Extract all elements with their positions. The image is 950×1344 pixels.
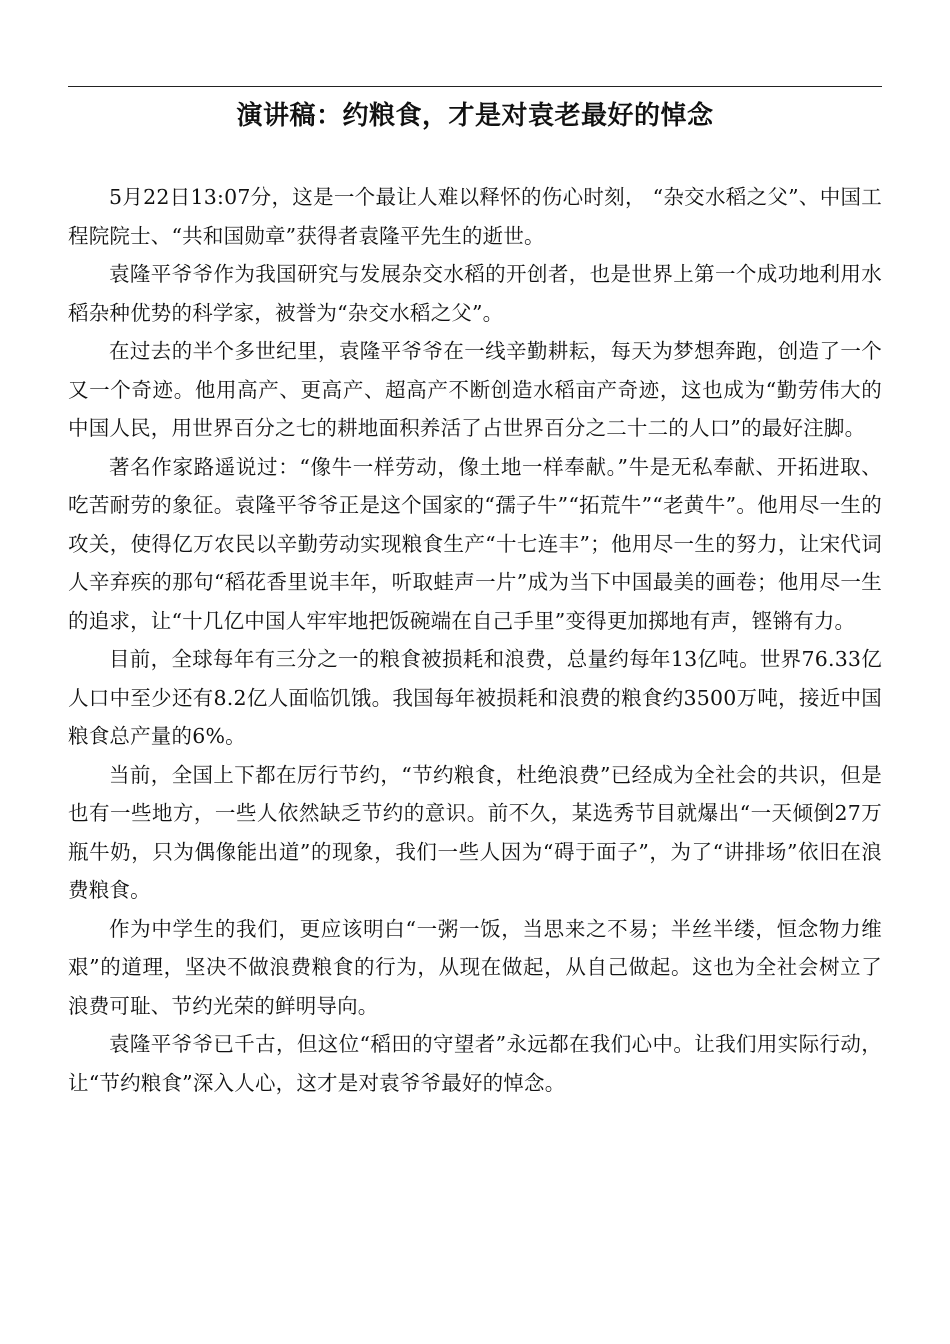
paragraph-5: 目前，全球每年有三分之一的粮食被损耗和浪费，总量约每年13亿吨。世界76.33亿人口中至少还有8.2亿人面临饥饿。我国每年被损耗和浪费的粮食约3500万吨，接近中国粮食总产量的6%。: [68, 647, 882, 748]
paragraph-3: 在过去的半个多世纪里，袁隆平爷爷在一线辛勤耕耘，每天为梦想奔跑，创造了一个又一个奇迹。他用高产、更高产、超高产不断创造水稻亩产奇迹，这也成为“勤劳伟大的中国人民，用世界百分之七的耕地面积养活了占世界百分之二十二的人口”的最好注脚。: [68, 339, 882, 440]
paragraph-4: 著名作家路遥说过：“像牛一样劳动，像土地一样奉献。”牛是无私奉献、开拓进取、吃苦耐劳的象征。袁隆平爷爷正是这个国家的“孺子牛”“拓荒牛”“老黄牛”。他用尽一生的攻关，使得亿万农民以辛勤劳动实现粮食生产“十七连丰”；他用尽一生的努力，让宋代词人辛弃疾的那句“稻花香里说丰年，听取蛙声一片”成为当下中国最美的画卷；他用尽一生的追求，让“十几亿中国人牢牢地把饭碗端在自己手里”变得更加掷地有声，铿锵有力。: [68, 454, 882, 633]
paragraph-6: 当前，全国上下都在厉行节约，“节约粮食，杜绝浪费”已经成为全社会的共识，但是也有一些地方，一些人依然缺乏节约的意识。前不久，某选秀节目就爆出“一天倾倒27万瓶牛奶，只为偶像能出道”的现象，我们一些人因为“碍于面子”，为了“讲排场”依旧在浪费粮食。: [68, 762, 882, 902]
paragraph-7: 作为中学生的我们，更应该明白“一粥一饭，当思来之不易；半丝半缕，恒念物力维艰”的道理，坚决不做浪费粮食的行为，从现在做起，从自己做起。这也为全社会树立了浪费可耻、节约光荣的鲜明导向。: [68, 916, 882, 1018]
paragraph-8: 袁隆平爷爷已千古，但这位“稻田的守望者”永远都在我们心中。让我们用实际行动，让“节约粮食”深入人心，这才是对袁爷爷最好的悼念。: [68, 1032, 882, 1095]
paragraph-1: 5月22日13:07分，这是一个最让人难以释怀的伤心时刻， “杂交水稻之父”、中国工程院院士、“共和国勋章”获得者袁隆平先生的逝世。: [68, 185, 882, 248]
header-rule: [68, 86, 882, 87]
document-body: [68, 178, 882, 1102]
paragraph-2: 袁隆平爷爷作为我国研究与发展杂交水稻的开创者，也是世界上第一个成功地利用水稻杂种优势的科学家，被誉为“杂交水稻之父”。: [68, 262, 882, 325]
document-title: 演讲稿：约粮食，才是对袁老最好的悼念: [236, 101, 714, 131]
